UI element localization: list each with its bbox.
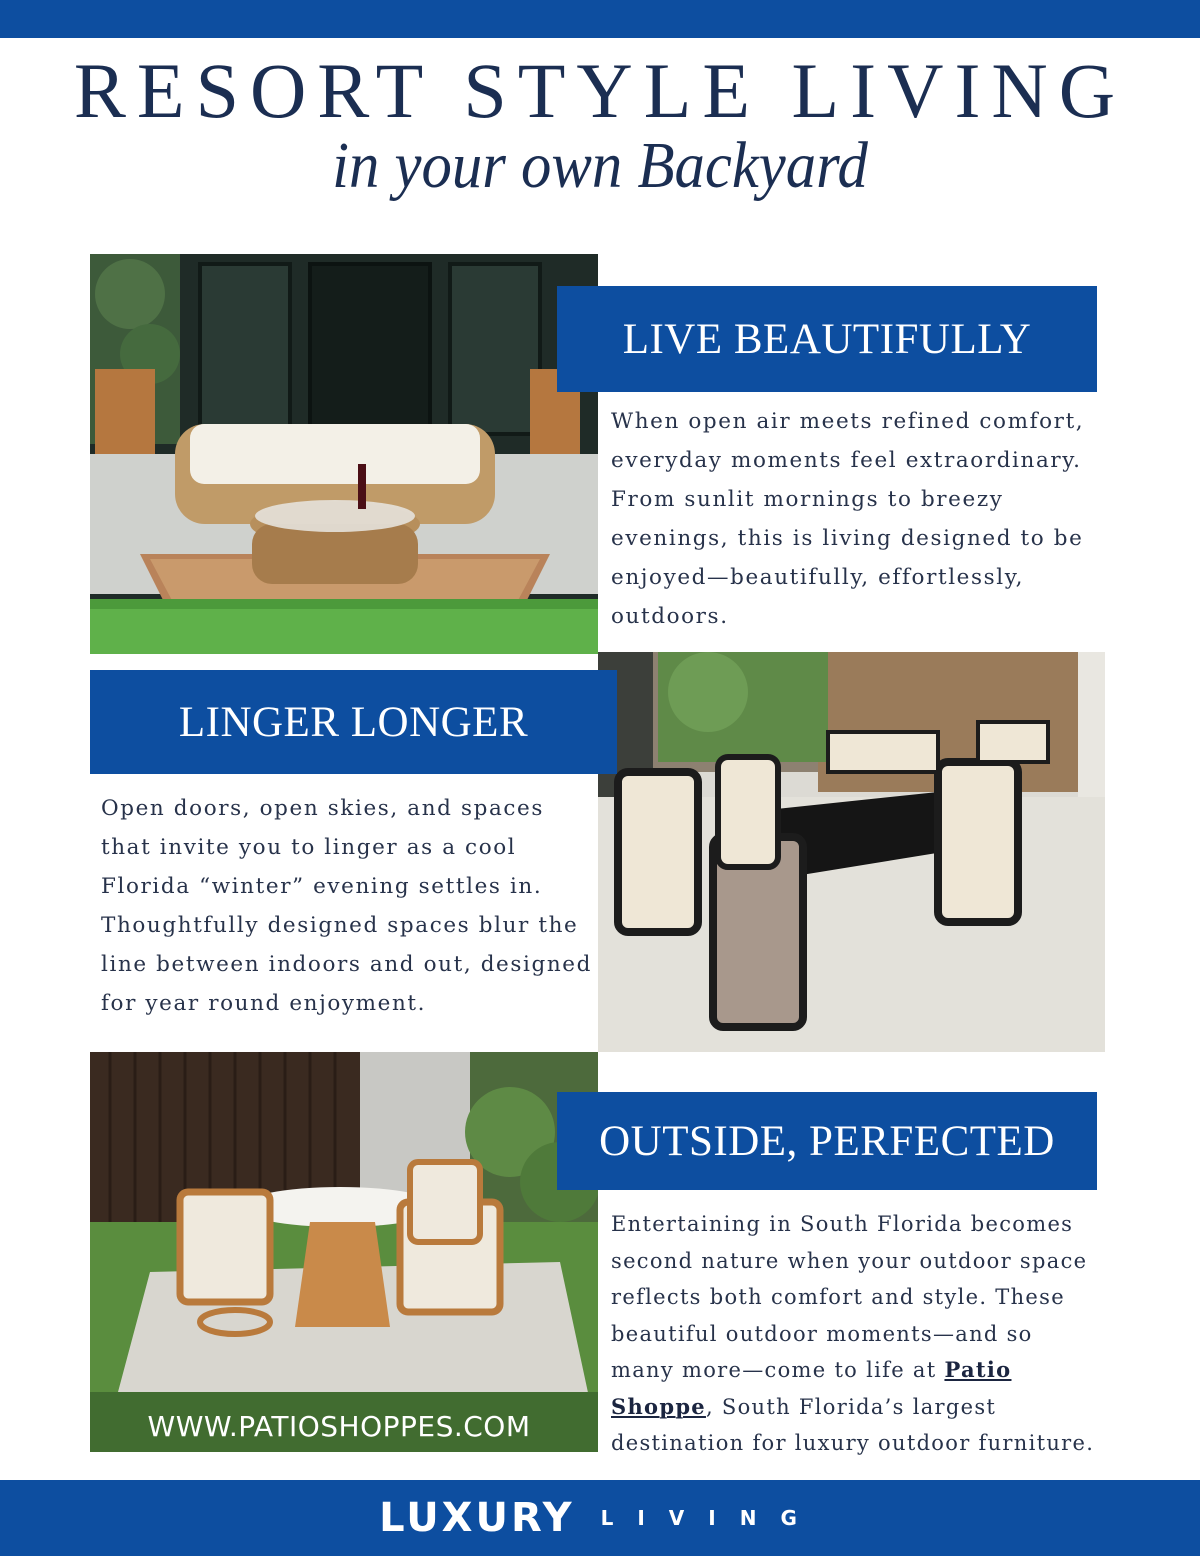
logo-sub-word: LIVING (600, 1506, 821, 1530)
section-3-body (611, 1206, 1101, 1462)
section-2-body: Open doors, open skies, and spaces that invite you to linger as a cool Florida “winter” evening settles in. Thoughtfully designed spaces blur the line between indoors and out, designed for year round enjoyment. (101, 796, 592, 1016)
wicker-sofa-patio-photo (90, 254, 598, 654)
section-2-heading: LINGER LONGER (90, 670, 617, 774)
section-1-heading: LIVE BEAUTIFULLY (557, 286, 1097, 392)
section-3-heading: OUTSIDE, PERFECTED (557, 1092, 1097, 1190)
top-color-bar (0, 0, 1200, 38)
website-url: WWW.PATIOSHOPPES.COM (147, 1410, 531, 1443)
luxury-living-logo (0, 1480, 1200, 1556)
section-3-body-intro: Entertaining in South Florida becomes second nature when your outdoor space reflects both comfort and style. These beautiful outdoor moments—and so many more—come to life at (611, 1212, 1088, 1382)
page-subtitle: in your own Backyard (332, 129, 868, 202)
covered-patio-dining-photo (598, 652, 1105, 1052)
logo-main-word: LUXURY (379, 1495, 575, 1541)
section-1-body: When open air meets refined comfort, everyday moments feel extraordinary. From sunlit mornings to breezy evenings, this is living designed to be enjoyed—beautifully, effortlessly, outdoors. (611, 409, 1085, 629)
patio-shoppe-link[interactable]: Patio Shoppe (611, 1357, 1012, 1419)
section-3-body-outro: , South Florida’s largest destination for luxury outdoor furniture. (611, 1394, 1095, 1455)
page-title: RESORT STYLE LIVING (73, 47, 1127, 134)
teak-dining-set-photo (90, 1052, 598, 1452)
